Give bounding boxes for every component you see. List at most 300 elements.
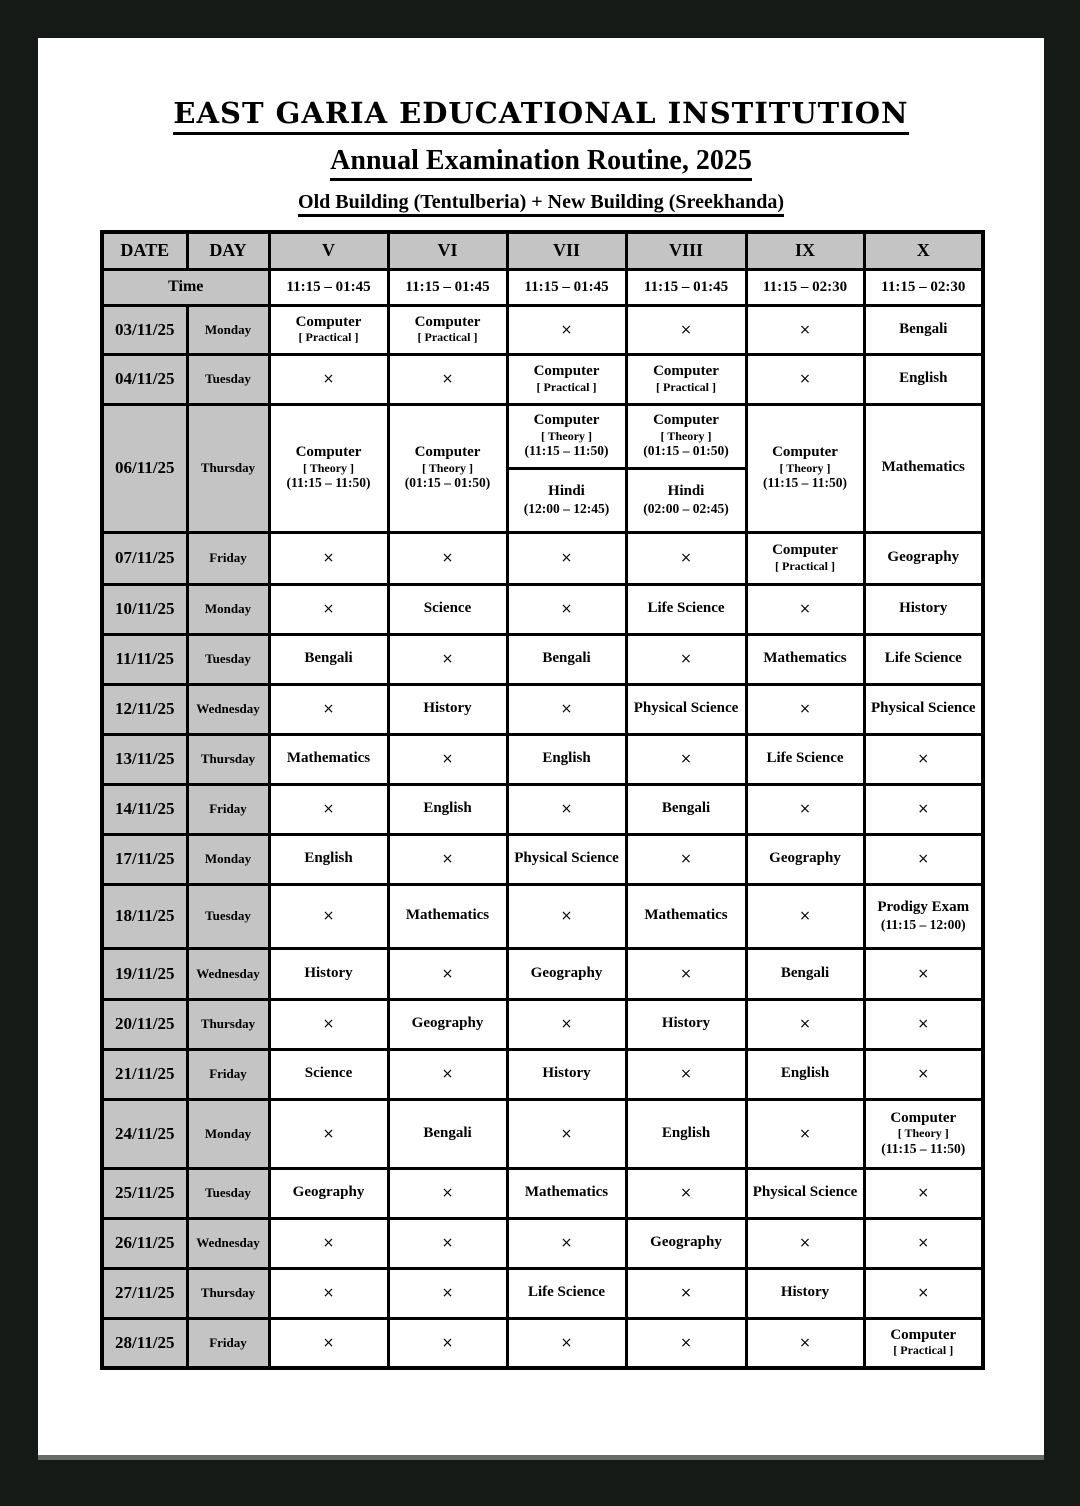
no-exam-cell	[507, 1099, 626, 1168]
no-exam-cell	[269, 1318, 388, 1368]
exam-cell	[626, 999, 746, 1049]
no-exam-mark: ×	[441, 550, 454, 566]
table-row	[102, 734, 983, 784]
no-exam-cell	[626, 834, 746, 884]
exam-cell	[269, 834, 388, 884]
exam-cell	[507, 1168, 626, 1218]
subject-name: History	[780, 1284, 830, 1301]
routine-subtitle: Annual Examination Routine, 2025	[330, 146, 752, 181]
no-exam-cell	[746, 784, 864, 834]
exam-mode: [ Theory ]	[540, 428, 593, 443]
subject-name: History	[304, 964, 353, 981]
no-exam-mark: ×	[799, 1235, 811, 1251]
day-cell: Thursday	[187, 404, 269, 532]
no-exam-cell	[507, 532, 626, 584]
no-exam-mark: ×	[799, 1334, 811, 1351]
time-value: 11:15 – 02:30	[864, 269, 983, 305]
no-exam-mark: ×	[799, 321, 811, 338]
date-cell: 04/11/25	[102, 354, 187, 404]
no-exam-cell	[388, 1268, 507, 1318]
no-exam-mark: ×	[799, 701, 811, 717]
subject-name: Computer	[653, 363, 719, 380]
subject-name: Science	[423, 600, 472, 617]
day-cell: Tuesday	[187, 354, 269, 404]
no-exam-cell	[746, 1318, 864, 1368]
subject-name: Life Science	[766, 750, 844, 767]
subject-name: History	[661, 1015, 711, 1032]
exam-cell	[269, 1049, 388, 1099]
exam-time: (11:15 – 11:50)	[763, 475, 847, 491]
no-exam-cell	[864, 999, 983, 1049]
subject-name: Computer	[414, 444, 481, 461]
no-exam-cell	[388, 1318, 507, 1368]
exam-cell	[746, 634, 864, 684]
no-exam-mark: ×	[917, 1235, 930, 1251]
exam-cell	[746, 1268, 864, 1318]
no-exam-cell	[864, 948, 983, 999]
subject-name: Physical Science	[870, 700, 976, 717]
subject-name: Computer	[772, 444, 838, 461]
no-exam-cell	[507, 884, 626, 948]
no-exam-cell	[864, 734, 983, 784]
subject-name: Mathematics	[644, 907, 728, 924]
no-exam-cell	[746, 584, 864, 634]
no-exam-mark: ×	[322, 1334, 335, 1351]
exam-cell	[388, 1099, 507, 1168]
no-exam-mark: ×	[917, 965, 930, 982]
no-exam-mark: ×	[441, 371, 454, 387]
exam-cell	[864, 634, 983, 684]
time-value: 11:15 – 01:45	[269, 269, 388, 305]
no-exam-mark: ×	[799, 1125, 811, 1142]
no-exam-cell	[269, 354, 388, 404]
exam-cell	[269, 734, 388, 784]
no-exam-cell	[626, 532, 746, 584]
exam-time: (11:15 – 11:50)	[524, 443, 609, 459]
subject-name: Prodigy Exam	[877, 899, 970, 916]
no-exam-mark: ×	[917, 751, 930, 767]
exam-cell	[746, 1049, 864, 1099]
date-cell: 03/11/25	[102, 305, 187, 354]
exam-cell	[507, 634, 626, 684]
no-exam-mark: ×	[799, 371, 811, 387]
subject-name: Geography	[530, 964, 603, 981]
no-exam-cell	[269, 884, 388, 948]
no-exam-mark: ×	[917, 1185, 930, 1201]
exam-cell	[388, 884, 507, 948]
subject-name: Computer	[533, 363, 600, 380]
subject-name: Mathematics	[405, 907, 490, 924]
no-exam-mark: ×	[322, 1016, 335, 1032]
exam-cell	[864, 404, 983, 532]
exam-cell	[388, 404, 507, 532]
day-cell: Tuesday	[187, 1168, 269, 1218]
subject-name: Computer	[772, 542, 838, 559]
exam-time: (11:15 – 11:50)	[881, 1140, 966, 1156]
subject-name: Computer	[295, 444, 362, 461]
exam-cell	[269, 305, 388, 354]
date-cell: 17/11/25	[102, 834, 187, 884]
no-exam-mark: ×	[680, 550, 692, 566]
no-exam-mark: ×	[322, 371, 335, 387]
col-header-class-viii: VIII	[626, 232, 746, 269]
day-cell: Thursday	[187, 1268, 269, 1318]
no-exam-cell	[388, 734, 507, 784]
day-cell: Wednesday	[187, 948, 269, 999]
no-exam-cell	[507, 1318, 626, 1368]
exam-cell	[388, 584, 507, 634]
date-cell: 14/11/25	[102, 784, 187, 834]
no-exam-mark: ×	[441, 1334, 454, 1351]
no-exam-cell	[746, 1218, 864, 1268]
table-row	[102, 532, 983, 584]
no-exam-cell	[626, 1268, 746, 1318]
exam-cell	[626, 684, 746, 734]
subject-name: Mathematics	[881, 459, 965, 476]
exam-cell	[626, 1099, 746, 1168]
subject-name: Computer	[533, 412, 600, 429]
exam-cell	[864, 354, 983, 404]
no-exam-cell	[626, 734, 746, 784]
date-cell: 13/11/25	[102, 734, 187, 784]
subject-name: History	[899, 600, 948, 617]
day-cell: Wednesday	[187, 684, 269, 734]
time-row-label: Time	[102, 269, 269, 305]
no-exam-mark: ×	[799, 801, 811, 817]
exam-cell	[269, 948, 388, 999]
time-value: 11:15 – 01:45	[388, 269, 507, 305]
col-header-class-x: X	[864, 232, 983, 269]
exam-mode: [ Theory ]	[421, 460, 474, 475]
time-row	[102, 269, 983, 305]
subject-name: Computer	[890, 1327, 957, 1344]
no-exam-mark: ×	[917, 1285, 930, 1301]
no-exam-cell	[269, 584, 388, 634]
no-exam-cell	[746, 305, 864, 354]
exam-cell	[626, 468, 746, 532]
exam-cell	[746, 1168, 864, 1218]
col-header-date: DATE	[102, 232, 187, 269]
exam-cell	[864, 532, 983, 584]
exam-cell	[626, 354, 746, 404]
exam-cell	[388, 999, 507, 1049]
no-exam-cell	[269, 1099, 388, 1168]
no-exam-mark: ×	[441, 965, 454, 982]
subject-name: Life Science	[527, 1284, 606, 1301]
no-exam-cell	[626, 1168, 746, 1218]
exam-cell	[746, 834, 864, 884]
exam-mode: [ Practical ]	[417, 330, 478, 345]
exam-cell	[746, 734, 864, 784]
exam-time: (12:00 – 12:45)	[523, 500, 610, 516]
table-row	[102, 999, 983, 1049]
exam-cell	[388, 684, 507, 734]
exam-cell	[269, 404, 388, 532]
no-exam-mark: ×	[560, 1125, 573, 1142]
no-exam-cell	[269, 532, 388, 584]
no-exam-cell	[507, 999, 626, 1049]
day-cell: Monday	[187, 834, 269, 884]
date-cell: 18/11/25	[102, 884, 187, 948]
exam-cell	[626, 784, 746, 834]
no-exam-cell	[269, 784, 388, 834]
subject-name: Computer	[653, 412, 719, 429]
no-exam-mark: ×	[680, 1185, 692, 1201]
exam-mode: [ Practical ]	[536, 379, 597, 394]
exam-cell	[269, 634, 388, 684]
exam-mode: [ Practical ]	[656, 379, 716, 394]
date-cell: 20/11/25	[102, 999, 187, 1049]
day-cell: Wednesday	[187, 1218, 269, 1268]
no-exam-cell	[269, 999, 388, 1049]
exam-cell	[746, 404, 864, 532]
table-row	[102, 1218, 983, 1268]
header-row	[102, 232, 983, 269]
subject-name: History	[542, 1065, 591, 1082]
subject-name: Computer	[295, 313, 362, 330]
subject-name: Geography	[769, 850, 841, 867]
exam-cell	[507, 354, 626, 404]
date-cell: 06/11/25	[102, 404, 187, 532]
subject-name: English	[780, 1065, 830, 1082]
exam-cell	[864, 305, 983, 354]
subject-name: English	[542, 750, 591, 767]
no-exam-mark: ×	[441, 1066, 454, 1082]
table-row	[102, 305, 983, 354]
exam-cell	[507, 468, 626, 532]
table-row	[102, 584, 983, 634]
subject-name: Geography	[650, 1234, 722, 1251]
subject-name: English	[304, 850, 353, 867]
day-cell: Friday	[187, 784, 269, 834]
exam-time: (11:15 – 12:00)	[880, 916, 966, 932]
subject-name: Computer	[890, 1109, 957, 1126]
col-header-class-ix: IX	[746, 232, 864, 269]
no-exam-cell	[388, 634, 507, 684]
date-cell: 26/11/25	[102, 1218, 187, 1268]
exam-mode: [ Practical ]	[298, 330, 359, 345]
no-exam-mark: ×	[322, 550, 335, 566]
time-value: 11:15 – 01:45	[507, 269, 626, 305]
subject-name: Physical Science	[633, 700, 739, 717]
subject-name: English	[661, 1124, 711, 1141]
exam-cell	[864, 684, 983, 734]
no-exam-cell	[507, 305, 626, 354]
table-row	[102, 1268, 983, 1318]
day-cell: Friday	[187, 1318, 269, 1368]
no-exam-cell	[626, 634, 746, 684]
date-cell: 21/11/25	[102, 1049, 187, 1099]
exam-mode: [ Theory ]	[897, 1126, 949, 1141]
no-exam-cell	[269, 1218, 388, 1268]
exam-cell	[746, 532, 864, 584]
no-exam-cell	[746, 999, 864, 1049]
time-value: 11:15 – 01:45	[626, 269, 746, 305]
table-row	[102, 1168, 983, 1218]
no-exam-mark: ×	[441, 851, 454, 867]
table-row	[102, 1049, 983, 1099]
date-cell: 19/11/25	[102, 948, 187, 999]
date-cell: 28/11/25	[102, 1318, 187, 1368]
document-page	[38, 38, 1044, 1455]
no-exam-mark: ×	[560, 1334, 573, 1351]
no-exam-cell	[626, 1318, 746, 1368]
table-row	[102, 354, 983, 404]
table-row	[102, 1099, 983, 1168]
table-row	[102, 1318, 983, 1368]
no-exam-cell	[746, 354, 864, 404]
date-cell: 25/11/25	[102, 1168, 187, 1218]
subject-name: Geography	[887, 549, 960, 566]
table-row	[102, 684, 983, 734]
date-cell: 12/11/25	[102, 684, 187, 734]
exam-cell	[507, 1049, 626, 1099]
exam-cell	[626, 584, 746, 634]
exam-cell	[626, 404, 746, 468]
exam-time: (01:15 – 01:50)	[404, 475, 491, 491]
exam-cell	[864, 884, 983, 948]
no-exam-mark: ×	[441, 1235, 454, 1251]
exam-cell	[864, 1318, 983, 1368]
subject-name: Mathematics	[763, 650, 847, 667]
day-cell: Thursday	[187, 999, 269, 1049]
exam-mode: [ Practical ]	[775, 558, 835, 573]
subject-name: Bengali	[542, 650, 591, 667]
subject-name: Hindi	[667, 483, 705, 500]
no-exam-mark: ×	[560, 701, 573, 717]
no-exam-mark: ×	[680, 965, 692, 982]
exam-mode: [ Theory ]	[779, 460, 831, 475]
exam-time: (11:15 – 11:50)	[286, 475, 371, 491]
no-exam-mark: ×	[560, 601, 573, 617]
subject-name: Hindi	[548, 483, 585, 500]
exam-routine-table	[100, 230, 985, 1370]
no-exam-cell	[626, 305, 746, 354]
building-info: Old Building (Tentulberia) + New Building (Sreekhanda)	[298, 191, 784, 217]
exam-cell	[507, 834, 626, 884]
no-exam-cell	[388, 834, 507, 884]
no-exam-mark: ×	[560, 1016, 573, 1032]
subject-name: Life Science	[884, 650, 962, 667]
exam-cell	[626, 884, 746, 948]
col-header-class-vii: VII	[507, 232, 626, 269]
no-exam-mark: ×	[799, 908, 811, 924]
institution-title: EAST GARIA EDUCATIONAL INSTITUTION	[173, 98, 908, 135]
exam-cell	[507, 948, 626, 999]
no-exam-mark: ×	[441, 751, 454, 767]
subject-name: Geography	[292, 1184, 365, 1201]
table-row	[102, 404, 983, 468]
no-exam-cell	[626, 1049, 746, 1099]
no-exam-cell	[746, 1099, 864, 1168]
subject-name: Physical Science	[514, 850, 619, 867]
day-cell: Monday	[187, 584, 269, 634]
no-exam-mark: ×	[441, 1185, 454, 1201]
exam-cell	[864, 1099, 983, 1168]
no-exam-cell	[507, 784, 626, 834]
no-exam-mark: ×	[322, 601, 335, 617]
no-exam-cell	[864, 784, 983, 834]
no-exam-cell	[864, 1268, 983, 1318]
table-row	[102, 884, 983, 948]
subject-name: Bengali	[423, 1124, 472, 1141]
no-exam-cell	[269, 684, 388, 734]
subject-name: Mathematics	[286, 750, 371, 767]
col-header-class-v: V	[269, 232, 388, 269]
date-cell: 27/11/25	[102, 1268, 187, 1318]
day-cell: Thursday	[187, 734, 269, 784]
no-exam-mark: ×	[917, 801, 930, 817]
no-exam-mark: ×	[322, 701, 335, 717]
no-exam-cell	[864, 1168, 983, 1218]
subject-name: Bengali	[661, 800, 711, 817]
no-exam-mark: ×	[560, 908, 573, 924]
no-exam-mark: ×	[560, 321, 573, 338]
subject-name: English	[899, 370, 948, 387]
day-cell: Tuesday	[187, 634, 269, 684]
no-exam-cell	[507, 1218, 626, 1268]
no-exam-mark: ×	[680, 651, 692, 667]
exam-mode: [ Practical ]	[893, 1343, 954, 1358]
table-row	[102, 784, 983, 834]
exam-cell	[388, 305, 507, 354]
date-cell: 10/11/25	[102, 584, 187, 634]
subject-name: Bengali	[304, 650, 353, 667]
day-cell: Monday	[187, 1099, 269, 1168]
subject-name: Mathematics	[524, 1184, 609, 1201]
no-exam-cell	[626, 948, 746, 999]
no-exam-cell	[269, 1268, 388, 1318]
exam-cell	[864, 584, 983, 634]
no-exam-mark: ×	[322, 1235, 335, 1251]
no-exam-cell	[388, 532, 507, 584]
exam-cell	[626, 1218, 746, 1268]
time-value: 11:15 – 02:30	[746, 269, 864, 305]
day-cell: Friday	[187, 532, 269, 584]
exam-table-body	[102, 305, 983, 1368]
no-exam-cell	[507, 584, 626, 634]
exam-cell	[507, 404, 626, 468]
no-exam-mark: ×	[917, 1066, 930, 1082]
exam-cell	[507, 1268, 626, 1318]
no-exam-cell	[746, 684, 864, 734]
no-exam-mark: ×	[560, 550, 573, 566]
no-exam-mark: ×	[680, 1066, 692, 1082]
no-exam-mark: ×	[680, 1334, 692, 1351]
table-row	[102, 948, 983, 999]
no-exam-cell	[388, 948, 507, 999]
exam-cell	[746, 948, 864, 999]
exam-time: (02:00 – 02:45)	[643, 500, 729, 516]
date-cell: 11/11/25	[102, 634, 187, 684]
no-exam-mark: ×	[680, 321, 692, 338]
no-exam-mark: ×	[322, 1125, 335, 1142]
exam-cell	[507, 734, 626, 784]
subject-name: Bengali	[780, 964, 830, 981]
exam-cell	[388, 784, 507, 834]
no-exam-mark: ×	[322, 801, 335, 817]
day-cell: Friday	[187, 1049, 269, 1099]
no-exam-cell	[388, 1168, 507, 1218]
subject-name: Life Science	[647, 600, 725, 617]
no-exam-mark: ×	[799, 601, 811, 617]
title-block	[38, 38, 1044, 217]
no-exam-mark: ×	[917, 1016, 930, 1032]
subject-name: Science	[304, 1065, 353, 1082]
no-exam-cell	[864, 834, 983, 884]
no-exam-mark: ×	[680, 851, 692, 867]
no-exam-cell	[388, 354, 507, 404]
